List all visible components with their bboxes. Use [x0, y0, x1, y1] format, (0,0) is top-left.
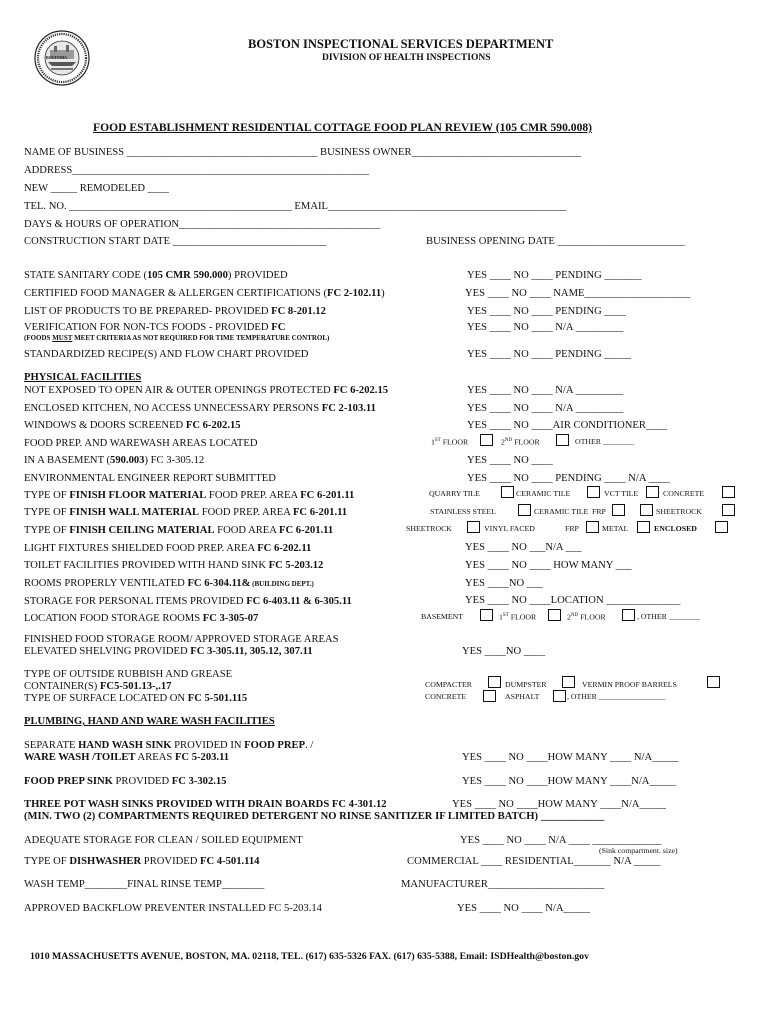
- sheetrock-wall-option: SHEETROCK: [656, 507, 702, 516]
- form-title-ref: (105 CMR 590.008): [495, 121, 593, 134]
- enclosed-kitchen-answer[interactable]: YES ____ NO ____ N/A _________: [467, 403, 624, 414]
- sheetrock-ceiling-checkbox[interactable]: [467, 521, 480, 533]
- basement-storage-checkbox[interactable]: [480, 609, 493, 621]
- first-floor-storage-checkbox[interactable]: [548, 609, 561, 621]
- frp-wall-option: FRP: [592, 507, 606, 516]
- backflow-answer[interactable]: YES ____ NO ____ N/A_____: [457, 903, 591, 914]
- compacter-checkbox[interactable]: [488, 676, 501, 688]
- frp-wall-checkbox[interactable]: [612, 504, 625, 516]
- state-sanitary-code-answer[interactable]: YES ____ NO ____ PENDING _______: [467, 270, 642, 281]
- vermin-proof-option: VERMIN PROOF BARRELS: [582, 680, 677, 689]
- plumbing-heading: PLUMBING, HAND AND WARE WASH FACILITIES: [24, 716, 275, 727]
- ceramic-tile-floor-checkbox[interactable]: [587, 486, 600, 498]
- ceramic-tile-floor-option: CERAMIC TILE: [516, 489, 571, 498]
- form-title-text: FOOD ESTABLISHMENT RESIDENTIAL COTTAGE FOOD PLAN REVIEW: [93, 121, 496, 134]
- vinyl-faced-option: VINYL FACED: [484, 524, 535, 533]
- compacter-option: COMPACTER: [425, 680, 472, 689]
- three-pot-sink-label: THREE POT WASH SINKS PROVIDED WITH DRAIN BOARDS FC 4-301.12: [24, 799, 387, 810]
- state-sanitary-code-label: STATE SANITARY CODE (105 CMR 590.000) PROVIDED: [24, 270, 288, 281]
- surface-label: TYPE OF SURFACE LOCATED ON FC 5-501.115: [24, 693, 248, 704]
- recipes-answer[interactable]: YES ____ NO ____ PENDING _____: [467, 349, 631, 360]
- asphalt-option: ASPHALT: [505, 692, 540, 701]
- tel-email-field[interactable]: TEL. NO. __________________________________________ EMAIL_____________________________________________: [24, 201, 567, 212]
- opening-date-field[interactable]: BUSINESS OPENING DATE ________________________: [426, 236, 685, 247]
- metal-ceiling-checkbox[interactable]: [637, 521, 650, 533]
- non-tcs-label: VERIFICATION FOR NON-TCS FOODS - PROVIDED FC: [24, 322, 286, 333]
- second-floor-storage-checkbox[interactable]: [622, 609, 635, 621]
- dumpster-checkbox[interactable]: [562, 676, 575, 688]
- three-pot-sink-answer[interactable]: YES ____ NO ____HOW MANY ____N/A_____: [452, 799, 666, 810]
- storage-room-answer[interactable]: YES ____NO ____: [462, 646, 545, 657]
- floor-material-label: TYPE OF FINISH FLOOR MATERIAL FOOD PREP. AREA FC 6-201.11: [24, 490, 355, 501]
- wash-temp-field[interactable]: WASH TEMP________FINAL RINSE TEMP________: [24, 879, 265, 890]
- storage-room-label-line2: ELEVATED SHELVING PROVIDED FC 3-305.11, 305.12, 307.11: [24, 646, 313, 657]
- second-floor-checkbox[interactable]: [556, 434, 569, 446]
- first-floor-checkbox[interactable]: [480, 434, 493, 446]
- form-title: [93, 122, 592, 134]
- non-tcs-note: (FOODS MUST MEET CRITERIA AS NOT REQUIRED FOR TIME TEMPERATURE CONTROL): [24, 334, 330, 342]
- vct-tile-checkbox[interactable]: [646, 486, 659, 498]
- storage-room-label-line1: FINISHED FOOD STORAGE ROOM/ APPROVED STORAGE AREAS: [24, 634, 339, 645]
- asphalt-checkbox[interactable]: [553, 690, 566, 702]
- vct-tile-option: VCT TILE: [604, 489, 639, 498]
- stainless-steel-option: STAINLESS STEEL: [430, 507, 496, 516]
- second-floor-storage-option: 2ND FLOOR: [567, 612, 606, 622]
- vermin-proof-checkbox[interactable]: [707, 676, 720, 688]
- sink-size-note: (Sink compartment. size): [599, 846, 678, 855]
- personal-storage-label: STORAGE FOR PERSONAL ITEMS PROVIDED FC 6-403.11 & 6-305.11: [24, 596, 352, 607]
- other-surface-option[interactable]: , OTHER _________________: [567, 692, 666, 701]
- first-floor-option: 1ST FLOOR: [431, 437, 469, 447]
- concrete-surface-option: CONCRETE: [425, 692, 467, 701]
- basement-storage-option: BASEMENT: [421, 612, 464, 621]
- food-storage-location-label: LOCATION FOOD STORAGE ROOMS FC 3-305-07: [24, 613, 259, 624]
- basement-label: IN A BASEMENT (590.003) FC 3-305.12: [24, 455, 205, 466]
- light-fixtures-answer[interactable]: YES ____ NO ___N/A ___: [465, 542, 582, 553]
- personal-storage-answer[interactable]: YES ____ NO ____LOCATION ______________: [465, 595, 681, 606]
- dumpster-option: DUMPSTER: [505, 680, 547, 689]
- department-title: BOSTON INSPECTIONAL SERVICES DEPARTMENT: [248, 37, 554, 51]
- second-floor-option: 2ND FLOOR: [501, 437, 540, 447]
- hand-sink-label-line2: WARE WASH /TOILET AREAS FC 5-203.11: [24, 752, 230, 763]
- first-floor-storage-option: 1ST FLOOR: [499, 612, 537, 622]
- sheetrock-wall-checkbox[interactable]: [722, 504, 735, 516]
- new-remodeled-field[interactable]: NEW _____ REMODELED ____: [24, 183, 169, 194]
- other-storage-option[interactable]: , OTHER ________: [637, 612, 701, 621]
- certified-manager-label: CERTIFIED FOOD MANAGER & ALLERGEN CERTIFICATIONS (FC 2-102.11): [24, 288, 385, 299]
- toilet-facilities-answer[interactable]: YES ____ NO ____ HOW MANY ___: [465, 560, 632, 571]
- open-air-answer[interactable]: YES ____ NO ____ N/A _________: [467, 385, 624, 396]
- dishwasher-answer[interactable]: COMMERCIAL ____ RESIDENTIAL_______ N/A _____: [407, 856, 661, 867]
- ventilation-label: ROOMS PROPERLY VENTILATED FC 6-304.11& (BUILDING DEPT.): [24, 578, 314, 589]
- non-tcs-answer[interactable]: YES ____ NO ____ N/A _________: [467, 322, 624, 333]
- division-subtitle: DIVISION OF HEALTH INSPECTIONS: [322, 53, 491, 63]
- other-floor-option[interactable]: OTHER ________: [575, 437, 635, 446]
- light-fixtures-label: LIGHT FIXTURES SHIELDED FOOD PREP. AREA FC 6-202.11: [24, 543, 312, 554]
- physical-facilities-heading: PHYSICAL FACILITIES: [24, 372, 142, 383]
- rubbish-label-line1: TYPE OF OUTSIDE RUBBISH AND GREASE: [24, 669, 233, 680]
- business-name-owner-field[interactable]: NAME OF BUSINESS ____________________________________ BUSINESS OWNER________________________________: [24, 147, 582, 158]
- environmental-report-label: ENVIRONMENTAL ENGINEER REPORT SUBMITTED: [24, 473, 276, 484]
- prep-areas-label: FOOD PREP. AND WAREWASH AREAS LOCATED: [24, 438, 258, 449]
- ventilation-answer[interactable]: YES ____NO ___: [465, 578, 543, 589]
- ceramic-tile-wall-option: CERAMIC TILE: [534, 507, 589, 516]
- open-air-label: NOT EXPOSED TO OPEN AIR & OUTER OPENINGS PROTECTED FC 6-202.15: [24, 385, 389, 396]
- basement-answer[interactable]: YES ____ NO ____: [467, 455, 553, 466]
- products-list-answer[interactable]: YES ____ NO ____ PENDING ____: [467, 306, 626, 317]
- recipes-label: STANDARDIZED RECIPE(S) AND FLOW CHART PROVIDED: [24, 349, 309, 360]
- food-prep-sink-answer[interactable]: YES ____ NO ____HOW MANY ____N/A_____: [462, 776, 676, 787]
- enclosed-ceiling-checkbox[interactable]: [715, 521, 728, 533]
- equipment-storage-answer[interactable]: YES ____ NO ____ N/A ____ _____________: [460, 835, 662, 846]
- days-hours-field[interactable]: DAYS & HOURS OF OPERATION______________________________________: [24, 219, 381, 230]
- metal-ceiling-option: METAL: [602, 524, 629, 533]
- ceramic-tile-wall-checkbox[interactable]: [640, 504, 653, 516]
- food-prep-sink-label: FOOD PREP SINK PROVIDED FC 3-302.15: [24, 776, 227, 787]
- seal-text: BOSTONIA: [46, 55, 68, 60]
- products-list-label: LIST OF PRODUCTS TO BE PREPARED- PROVIDED FC 8-201.12: [24, 306, 326, 317]
- enclosed-ceiling-option: ENCLOSED: [654, 524, 697, 533]
- frp-ceiling-checkbox[interactable]: [586, 521, 599, 533]
- ceiling-material-label: TYPE OF FINISH CEILING MATERIAL FOOD AREA FC 6-201.11: [24, 525, 334, 536]
- manufacturer-field[interactable]: MANUFACTURER______________________: [401, 879, 605, 890]
- stainless-steel-checkbox[interactable]: [518, 504, 531, 516]
- environmental-report-answer[interactable]: YES ____ NO ____ PENDING ____ N/A ____: [467, 473, 670, 484]
- dishwasher-label: TYPE OF DISHWASHER PROVIDED FC 4-501.114: [24, 856, 260, 867]
- footer-address: 1010 MASSACHUSETTS AVENUE, BOSTON, MA. 02118, TEL. (617) 635-5326 FAX. (617) 635-5388, Email: ISDHealth@boston.gov: [30, 951, 589, 962]
- quarry-tile-checkbox[interactable]: [501, 486, 514, 498]
- frp-ceiling-option: FRP: [565, 524, 579, 533]
- three-pot-sink-note[interactable]: (MIN. TWO (2) COMPARTMENTS REQUIRED DETERGENT NO RINSE SANITIZER IF LIMITED BATCH) ____________: [24, 811, 605, 822]
- rubbish-label-line2: CONTAINER(S) FC5-501.13-,.17: [24, 681, 172, 692]
- windows-doors-answer[interactable]: YES ____ NO ____AIR CONDITIONER____: [467, 420, 668, 431]
- toilet-facilities-label: TOILET FACILITIES PROVIDED WITH HAND SINK FC 5-203.12: [24, 560, 324, 571]
- concrete-floor-option: CONCRETE: [663, 489, 705, 498]
- construction-start-field[interactable]: CONSTRUCTION START DATE _____________________________: [24, 236, 327, 247]
- concrete-surface-checkbox[interactable]: [483, 690, 496, 702]
- windows-doors-label: WINDOWS & DOORS SCREENED FC 6-202.15: [24, 420, 241, 431]
- backflow-label: APPROVED BACKFLOW PREVENTER INSTALLED FC 5-203.14: [24, 903, 322, 914]
- enclosed-kitchen-label: ENCLOSED KITCHEN, NO ACCESS UNNECESSARY PERSONS FC 2-103.11: [24, 403, 376, 414]
- hand-sink-label-line1: SEPARATE HAND WASH SINK PROVIDED IN FOOD PREP. /: [24, 740, 314, 751]
- sheetrock-ceiling-option: SHEETROCK: [406, 524, 452, 533]
- concrete-floor-checkbox[interactable]: [722, 486, 735, 498]
- hand-sink-answer[interactable]: YES ____ NO ____HOW MANY ____ N/A_____: [462, 752, 679, 763]
- certified-manager-answer[interactable]: YES ____ NO ____ NAME____________________: [465, 288, 691, 299]
- quarry-tile-option: QUARRY TILE: [429, 489, 480, 498]
- wall-material-label: TYPE OF FINISH WALL MATERIAL FOOD PREP. AREA FC 6-201.11: [24, 507, 348, 518]
- address-field[interactable]: ADDRESS________________________________________________________: [24, 165, 369, 176]
- equipment-storage-label: ADEQUATE STORAGE FOR CLEAN / SOILED EQUIPMENT: [24, 835, 303, 846]
